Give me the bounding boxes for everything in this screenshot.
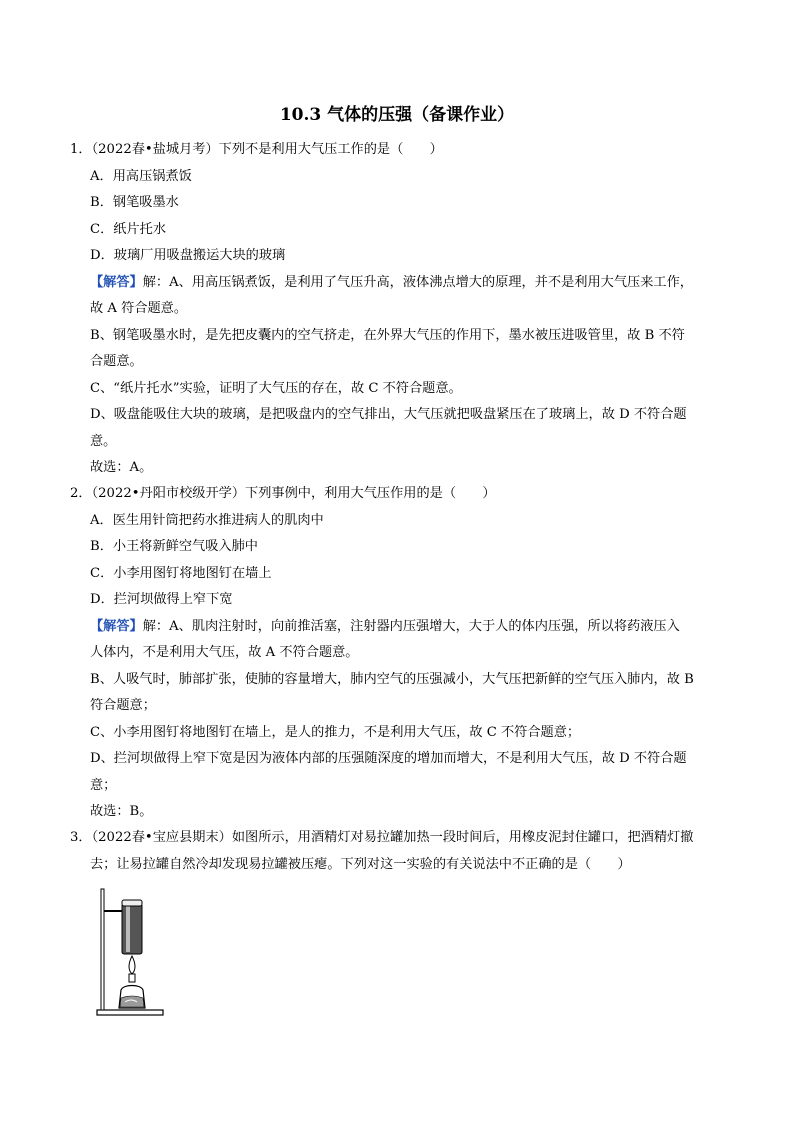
page-title: 10.3 气体的压强（备课作业） (279, 105, 515, 125)
answer-text: 解：A、肌肉注射时，向前推活塞，注射器内压强增大，大于人的体内压强，所以将药液压入 (142, 618, 680, 634)
flame (129, 956, 135, 974)
answer-line: C、“纸片托水”实验，证明了大气压的存在，故 C 不符合题意。 (90, 380, 462, 396)
lamp-wick (129, 974, 135, 982)
answer-line: 意； (90, 777, 117, 793)
option-b: B．钢笔吸墨水 (90, 195, 179, 210)
answer-line: B、人吸气时，肺部扩张，使肺的容量增大，肺内空气的压强减小，大气压把新鲜的空气压入肺内，故 B (90, 671, 694, 687)
answer-line: 故 A 符合题意。 (90, 301, 188, 316)
answer-tag: 【解答】 (90, 618, 143, 634)
can-body (122, 904, 142, 954)
option-c: C．小李用图钉将地图钉在墙上 (90, 565, 272, 581)
answer-line: 合题意。 (90, 354, 143, 369)
stand-base (97, 1010, 163, 1015)
question-1 (70, 137, 736, 482)
answer-line: D、吸盘能吸住大块的玻璃，是把吸盘内的空气排出，大气压就把吸盘紧压在了玻璃上，故 D 不符合题 (90, 407, 687, 422)
option-c: C．纸片托水 (90, 221, 167, 237)
answer-line (70, 614, 736, 641)
question-stem: 1．（2022春•盐城月考）下列不是利用大气压工作的是（ ） (70, 142, 443, 157)
question-stem: 3．（2022春•宝应县期末）如图所示，用酒精灯对易拉罐加热一段时间后，用橡皮泥封住罐口，把酒精灯撤 (70, 830, 694, 845)
lamp-liquid (120, 996, 144, 1007)
option-a: A．医生用针筒把药水推进病人的肌肉中 (90, 512, 324, 528)
answer-line: B、钢笔吸墨水时，是先把皮囊内的空气挤走，在外界大气压的作用下，墨水被压进吸管里，故 B 不符 (90, 327, 685, 343)
can-highlight (126, 906, 130, 952)
can-top (122, 900, 142, 906)
option-d: D．拦河坝做得上窄下宽 (90, 592, 233, 607)
answer-line: 意。 (90, 433, 117, 449)
question-stem-cont: 去；让易拉罐自然冷却发现易拉罐被压瘪。下列对这一实验的有关说法中不正确的是（ ） (90, 856, 631, 872)
option-b: B．小王将新鲜空气吸入肺中 (90, 539, 258, 554)
question-3 (70, 825, 736, 878)
answer-line: D、拦河坝做得上窄下宽是因为液体内部的压强随深度的增加而增大，不是利用大气压，故 D 不符合题 (90, 751, 687, 766)
answer-text: 解：A、用高压锅煮饭，是利用了气压升高，液体沸点增大的原理，并不是利用大气压来工作， (142, 274, 693, 290)
answer-tag: 【解答】 (90, 274, 143, 290)
answer-line (70, 270, 736, 297)
apparatus-figure (95, 886, 165, 1018)
stand-rod (101, 889, 104, 1010)
answer-line: 故选：A。 (90, 460, 153, 475)
question-stem: 2．（2022•丹阳市校级开学）下列事例中，利用大气压作用的是（ ） (70, 486, 496, 501)
question-2 (70, 481, 736, 826)
answer-line: 人体内，不是利用大气压，故 A 不符合题意。 (90, 645, 359, 660)
option-d: D．玻璃厂用吸盘搬运大块的玻璃 (90, 248, 286, 263)
answer-line: 故选：B。 (90, 804, 153, 819)
option-a: A．用高压锅煮饭 (90, 168, 192, 184)
answer-line: C、小李用图钉将地图钉在墙上，是人的推力，不是利用大气压，故 C 不符合题意； (90, 724, 581, 740)
answer-line: 符合题意； (90, 698, 156, 713)
